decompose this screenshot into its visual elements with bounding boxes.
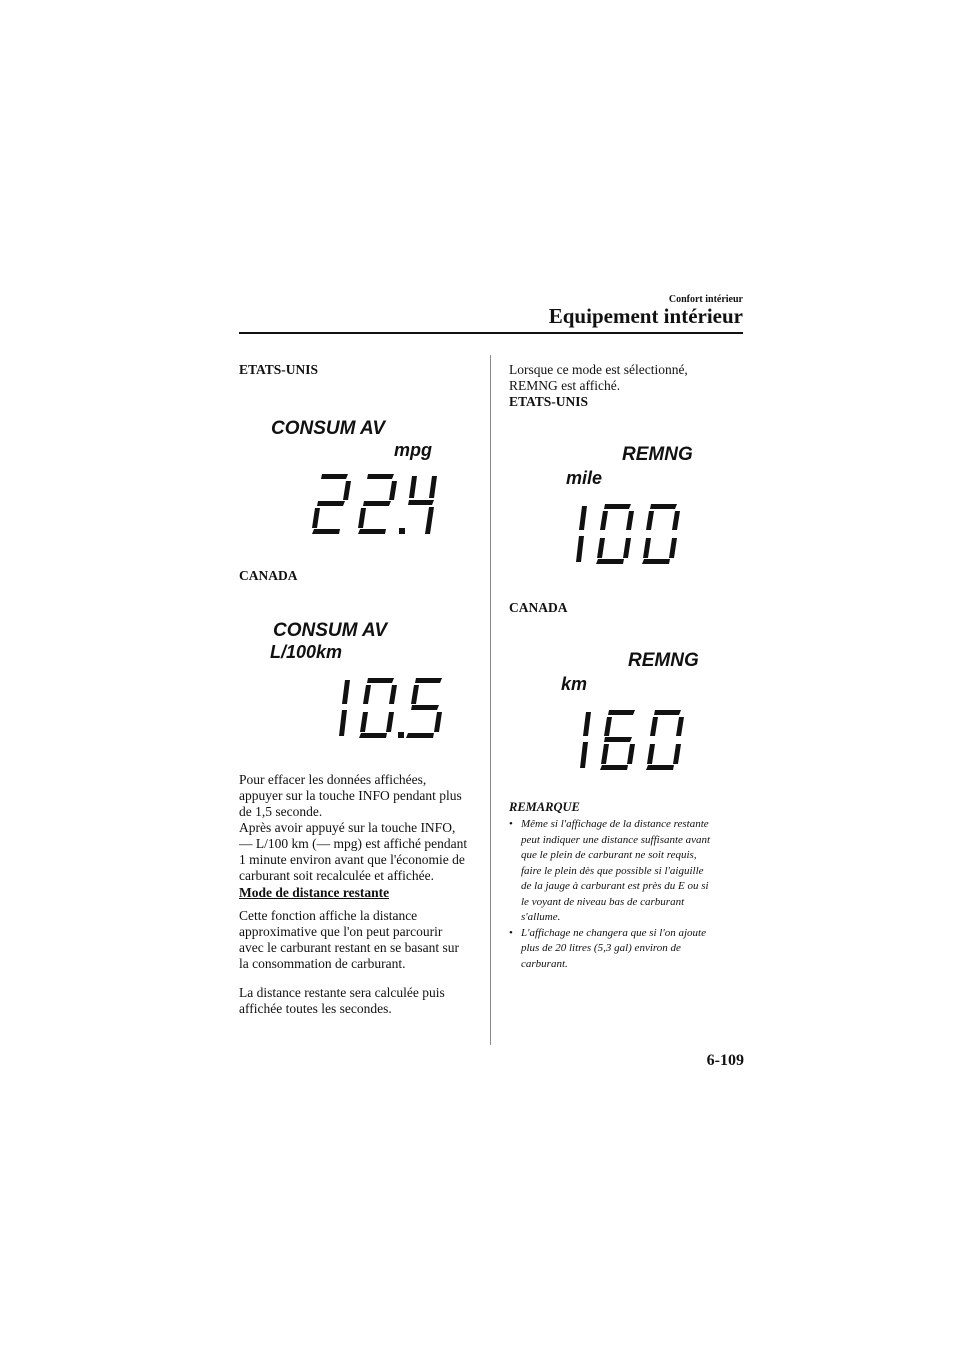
seven-segment-readout xyxy=(308,470,438,536)
segment xyxy=(583,712,591,736)
decimal-point xyxy=(398,732,404,738)
segment xyxy=(415,678,442,683)
text-line: la consommation de carburant. xyxy=(239,956,406,971)
segment xyxy=(580,742,588,768)
segment xyxy=(434,712,442,732)
display-unit: L/100km xyxy=(270,642,343,662)
segment xyxy=(604,504,631,509)
bullet-icon: • xyxy=(509,818,513,830)
segment xyxy=(646,511,654,530)
watermark: carmanualsonline.info xyxy=(770,1338,897,1353)
text-line: Pour effacer les données affichées, xyxy=(239,772,427,787)
display-unit: mile xyxy=(566,468,603,488)
text-line: Après avoir appuyé sur la touche INFO, xyxy=(239,820,456,835)
segment xyxy=(650,504,677,509)
section-title: Equipement intérieur xyxy=(548,304,743,328)
note-line xyxy=(509,817,710,833)
segment xyxy=(409,476,417,498)
segment xyxy=(600,765,628,770)
seven-segment-readout xyxy=(575,706,695,772)
segment xyxy=(367,474,394,479)
segment xyxy=(604,717,612,736)
note-line: peut indiquer une distance suffisante avant xyxy=(521,833,711,846)
segment xyxy=(312,529,340,534)
segment xyxy=(411,705,439,710)
segment xyxy=(672,511,680,530)
segment xyxy=(601,744,609,764)
note-item xyxy=(509,926,710,973)
segment xyxy=(425,507,434,534)
decimal-point xyxy=(399,528,405,534)
segment xyxy=(604,737,632,742)
text-line: 1 minute environ avant que l'économie de xyxy=(239,852,465,867)
display-title: REMNG xyxy=(622,444,693,465)
segment xyxy=(608,710,635,715)
segment xyxy=(579,506,587,530)
display-title: CONSUM AV xyxy=(271,418,385,439)
paragraph-description xyxy=(239,908,459,972)
display-title: REMNG xyxy=(628,650,699,671)
display-title: CONSUM AV xyxy=(273,620,387,641)
segment xyxy=(623,538,631,558)
segment xyxy=(597,538,605,558)
segment xyxy=(406,733,434,738)
header-rule xyxy=(239,332,743,334)
segment xyxy=(363,685,371,704)
segment xyxy=(408,500,434,505)
segment xyxy=(654,710,681,715)
display-consum-usa xyxy=(258,410,468,540)
segment xyxy=(358,529,386,534)
note-line: le voyant de niveau bas de carburant xyxy=(521,895,685,908)
note-item xyxy=(509,817,710,926)
segment xyxy=(642,559,670,564)
text-line: Cette fonction affiche la distance xyxy=(239,908,418,923)
page-number: 6-109 xyxy=(706,1052,744,1069)
segment xyxy=(342,680,350,704)
segment xyxy=(596,559,624,564)
column-divider xyxy=(490,355,491,1045)
display-unit: km xyxy=(561,674,588,694)
text-line: La distance restante sera calculée puis xyxy=(239,985,445,1000)
canada-label: CANADA xyxy=(239,568,298,583)
seven-segment-readout xyxy=(334,674,454,740)
segment xyxy=(600,511,608,530)
usa-label: ETATS-UNIS xyxy=(509,394,589,409)
note-line: faire le plein dès que possible si l'aiguille xyxy=(521,864,704,877)
note-line: que le plein de carburant ne soit requis, xyxy=(521,849,697,861)
segment xyxy=(669,538,677,558)
text-line: approximative que l'on peut parcourir xyxy=(239,924,443,939)
segment xyxy=(339,710,347,736)
display-remng-canada xyxy=(555,646,735,776)
segment xyxy=(647,744,655,764)
segment xyxy=(389,685,397,704)
segment xyxy=(321,474,348,479)
display-unit: mpg xyxy=(394,440,432,460)
display-consum-canada xyxy=(258,612,468,742)
segment xyxy=(576,536,584,562)
canada-label: CANADA xyxy=(509,600,568,615)
text-line: Lorsque ce mode est sélectionné, xyxy=(509,362,688,377)
note-list xyxy=(509,817,710,972)
note-line: s'allume. xyxy=(521,911,561,923)
segment xyxy=(429,476,437,498)
note-text: Même si l'affichage de la distance restante xyxy=(521,818,709,830)
note-heading: REMARQUE xyxy=(509,800,580,814)
segment xyxy=(411,685,419,704)
segment xyxy=(360,712,368,732)
paragraph-intro xyxy=(509,362,688,394)
section-small-title: Confort intérieur xyxy=(668,294,743,305)
segment xyxy=(673,744,681,764)
segment xyxy=(389,481,397,500)
note-line: de la jauge à carburant est près du E ou si xyxy=(521,880,709,892)
segment xyxy=(643,538,651,558)
text-line: appuyer sur la touche INFO pendant plus xyxy=(239,788,462,803)
seven-segment-readout xyxy=(571,500,691,566)
note-line xyxy=(509,926,710,942)
text-line: carburant soit recalculée et affichée. xyxy=(239,868,435,883)
segment xyxy=(646,765,674,770)
note-line: carburant. xyxy=(521,957,568,970)
segment xyxy=(386,712,394,732)
segment xyxy=(676,717,684,736)
segment xyxy=(367,678,394,683)
segment xyxy=(626,511,634,530)
text-line: REMNG est affiché. xyxy=(509,378,621,393)
usa-label: ETATS-UNIS xyxy=(239,362,319,377)
paragraph-reset xyxy=(239,772,467,884)
subheading-distance-mode: Mode de distance restante xyxy=(239,885,390,900)
bullet-icon: • xyxy=(509,926,513,939)
segment xyxy=(358,508,366,528)
note-line: plus de 20 litres (5,3 gal) environ de xyxy=(521,942,681,954)
segment xyxy=(627,744,635,764)
text-line: de 1,5 seconde. xyxy=(239,804,323,819)
segment xyxy=(363,501,391,506)
paragraph-calculation xyxy=(239,985,445,1017)
display-remng-usa xyxy=(555,440,735,570)
text-line: affichée toutes les secondes. xyxy=(239,1001,392,1016)
text-line: avec le carburant restant en se basant sur xyxy=(239,940,460,955)
segment xyxy=(359,733,387,738)
note-text: L'affichage ne changera que si l'on ajoute xyxy=(521,926,706,939)
segment xyxy=(343,481,351,500)
text-line: — L/100 km (— mpg) est affiché pendant xyxy=(239,836,468,851)
segment xyxy=(650,717,658,736)
segment xyxy=(317,501,345,506)
segment xyxy=(312,508,320,528)
